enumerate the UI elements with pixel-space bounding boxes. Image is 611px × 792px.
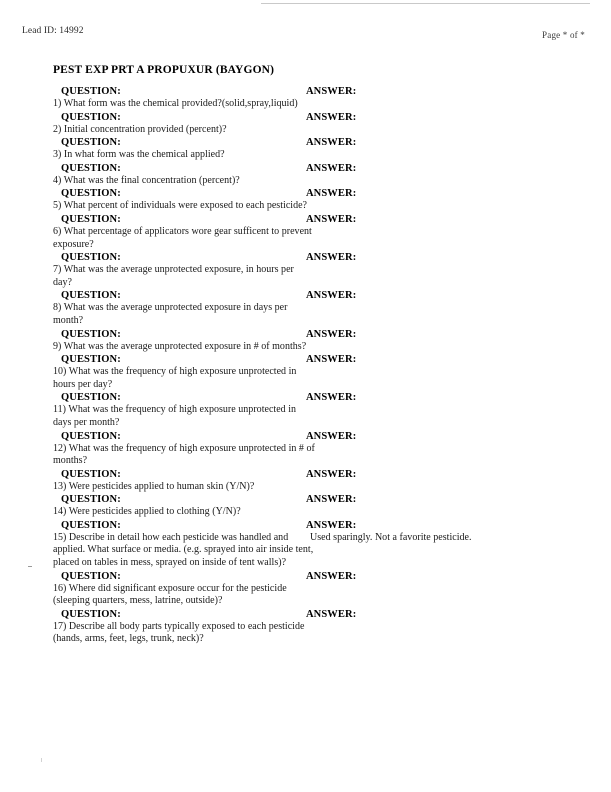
answer-cell[interactable] bbox=[304, 213, 579, 227]
qa-row bbox=[53, 187, 583, 213]
qa-row bbox=[53, 136, 583, 162]
question-cell bbox=[53, 136, 315, 162]
scan-speck-left bbox=[28, 566, 32, 567]
answer-cell[interactable] bbox=[304, 519, 579, 545]
answer-text[interactable] bbox=[304, 200, 579, 201]
answer-label: ANSWER: bbox=[306, 570, 357, 582]
answer-label: ANSWER: bbox=[306, 252, 357, 264]
qa-row bbox=[53, 353, 583, 391]
qa-row bbox=[53, 493, 583, 519]
question-text: 5) What percent of individuals were exposed to each pesticide? bbox=[53, 200, 308, 212]
answer-cell[interactable] bbox=[304, 391, 579, 405]
answer-label: ANSWER: bbox=[306, 188, 357, 200]
question-label: QUESTION: bbox=[61, 213, 121, 225]
question-cell bbox=[53, 187, 315, 213]
qa-row bbox=[53, 328, 583, 354]
answer-cell[interactable] bbox=[304, 570, 579, 584]
question-label: QUESTION: bbox=[61, 468, 121, 480]
lead-id-text: Lead ID: 14992 bbox=[22, 26, 84, 36]
question-label: QUESTION: bbox=[61, 430, 121, 442]
qa-row bbox=[53, 391, 583, 429]
qa-row bbox=[53, 85, 583, 111]
answer-cell[interactable] bbox=[304, 289, 579, 303]
document-header bbox=[0, 26, 611, 46]
question-cell bbox=[53, 289, 315, 327]
answer-text[interactable] bbox=[304, 98, 579, 99]
question-answer-list bbox=[53, 85, 583, 646]
question-text: 17) Describe all body parts typically exposed to each pesticide (hands, arms, feet, legs, trunk, neck)? bbox=[53, 620, 305, 645]
question-label: QUESTION: bbox=[61, 608, 121, 620]
answer-label: ANSWER: bbox=[306, 137, 357, 149]
question-label: QUESTION: bbox=[61, 137, 121, 149]
qa-row bbox=[53, 519, 583, 570]
question-text: 10) What was the frequency of high exposure unprotected in hours per day? bbox=[53, 366, 297, 390]
question-cell bbox=[53, 251, 315, 289]
question-label: QUESTION: bbox=[61, 392, 121, 404]
page-counter-text: Page * of * bbox=[542, 30, 585, 40]
answer-text[interactable] bbox=[304, 583, 579, 584]
answer-label: ANSWER: bbox=[306, 608, 357, 620]
question-label: QUESTION: bbox=[61, 519, 121, 531]
answer-cell[interactable] bbox=[304, 430, 579, 444]
question-cell bbox=[53, 608, 315, 646]
qa-row bbox=[53, 570, 583, 608]
question-cell bbox=[53, 570, 315, 608]
answer-label: ANSWER: bbox=[306, 430, 357, 442]
answer-label: ANSWER: bbox=[306, 519, 357, 531]
question-text: 9) What was the average unprotected exposure in # of months? bbox=[53, 340, 307, 352]
qa-row bbox=[53, 251, 583, 289]
question-label: QUESTION: bbox=[61, 354, 121, 366]
question-label: QUESTION: bbox=[61, 290, 121, 302]
question-cell bbox=[53, 328, 315, 354]
answer-label: ANSWER: bbox=[306, 328, 357, 340]
answer-text[interactable] bbox=[304, 124, 579, 125]
top-rule-artifact bbox=[261, 3, 590, 4]
question-text: 1) What form was the chemical provided?(solid,spray,liquid) bbox=[53, 98, 298, 109]
question-text: 12) What was the frequency of high exposure unprotected in # of months? bbox=[53, 442, 315, 467]
question-cell bbox=[53, 353, 315, 391]
question-label: QUESTION: bbox=[61, 328, 121, 340]
answer-text[interactable] bbox=[304, 481, 579, 482]
question-text: 3) In what form was the chemical applied? bbox=[53, 149, 225, 161]
scan-speck-bottom bbox=[41, 758, 42, 762]
answer-cell[interactable] bbox=[304, 251, 579, 265]
answer-cell[interactable] bbox=[304, 493, 579, 507]
question-label: QUESTION: bbox=[61, 86, 121, 97]
question-cell bbox=[53, 391, 315, 429]
answer-text[interactable] bbox=[304, 149, 579, 150]
question-cell bbox=[53, 85, 315, 111]
question-text: 15) Describe in detail how each pesticide was handled and applied. What surface or media. (e.g. sprayed into air inside tent, placed on tables in mess, sprayed on inside of tent walls)? bbox=[53, 531, 314, 569]
answer-label: ANSWER: bbox=[306, 162, 357, 174]
question-cell bbox=[53, 468, 315, 494]
answer-label: ANSWER: bbox=[306, 494, 357, 506]
question-text: 6) What percentage of applicators wore gear sufficent to prevent exposure? bbox=[53, 225, 312, 250]
answer-text[interactable] bbox=[304, 302, 579, 303]
question-cell bbox=[53, 213, 315, 251]
question-text: 11) What was the frequency of high exposure unprotected in days per month? bbox=[53, 404, 297, 428]
qa-row bbox=[53, 213, 583, 251]
question-label: QUESTION: bbox=[61, 188, 121, 200]
question-text: 2) Initial concentration provided (percent)? bbox=[53, 123, 227, 135]
question-text: 8) What was the average unprotected exposure in days per month? bbox=[53, 302, 288, 326]
answer-label: ANSWER: bbox=[306, 290, 357, 302]
answer-text[interactable] bbox=[304, 366, 579, 367]
qa-row bbox=[53, 162, 583, 188]
question-text: 14) Were pesticides applied to clothing (Y/N)? bbox=[53, 506, 241, 518]
question-cell bbox=[53, 493, 315, 519]
answer-text[interactable] bbox=[304, 264, 579, 265]
question-text: 16) Where did significant exposure occur for the pesticide (sleeping quarters, mess, latrine, outside)? bbox=[53, 582, 287, 607]
question-label: QUESTION: bbox=[61, 570, 121, 582]
question-label: QUESTION: bbox=[61, 252, 121, 264]
answer-label: ANSWER: bbox=[306, 392, 357, 404]
answer-text[interactable] bbox=[304, 226, 579, 227]
answer-label: ANSWER: bbox=[306, 111, 357, 123]
question-label: QUESTION: bbox=[61, 494, 121, 506]
question-cell bbox=[53, 519, 315, 570]
question-text: 13) Were pesticides applied to human skin (Y/N)? bbox=[53, 480, 255, 492]
answer-cell[interactable] bbox=[304, 608, 579, 622]
answer-text[interactable] bbox=[304, 341, 579, 342]
answer-cell[interactable] bbox=[304, 328, 579, 342]
answer-text[interactable] bbox=[304, 443, 579, 444]
answer-label: ANSWER: bbox=[306, 86, 357, 97]
question-cell bbox=[53, 430, 315, 468]
answer-text[interactable] bbox=[304, 621, 579, 622]
answer-cell[interactable] bbox=[304, 353, 579, 367]
form-body bbox=[53, 64, 583, 646]
qa-row bbox=[53, 289, 583, 327]
question-label: QUESTION: bbox=[61, 111, 121, 123]
answer-cell[interactable] bbox=[304, 187, 579, 201]
answer-label: ANSWER: bbox=[306, 213, 357, 225]
answer-cell[interactable] bbox=[304, 162, 579, 176]
question-text: 4) What was the final concentration (percent)? bbox=[53, 174, 240, 186]
answer-cell[interactable] bbox=[304, 85, 579, 99]
answer-text[interactable] bbox=[304, 175, 579, 176]
qa-row bbox=[53, 468, 583, 494]
answer-cell[interactable] bbox=[304, 136, 579, 150]
answer-label: ANSWER: bbox=[306, 354, 357, 366]
question-text: 7) What was the average unprotected exposure, in hours per day? bbox=[53, 264, 294, 288]
qa-row bbox=[53, 430, 583, 468]
question-cell bbox=[53, 162, 315, 188]
question-label: QUESTION: bbox=[61, 162, 121, 174]
qa-row bbox=[53, 111, 583, 137]
answer-text[interactable]: Used sparingly. Not a favorite pesticide. bbox=[310, 531, 472, 543]
answer-cell[interactable] bbox=[304, 111, 579, 125]
question-cell bbox=[53, 111, 315, 137]
form-title: PEST EXP PRT A PROPUXUR (BAYGON) bbox=[53, 64, 275, 76]
qa-row bbox=[53, 608, 583, 646]
answer-cell[interactable] bbox=[304, 468, 579, 482]
answer-label: ANSWER: bbox=[306, 468, 357, 480]
answer-text[interactable] bbox=[304, 506, 579, 507]
answer-text[interactable] bbox=[304, 404, 579, 405]
